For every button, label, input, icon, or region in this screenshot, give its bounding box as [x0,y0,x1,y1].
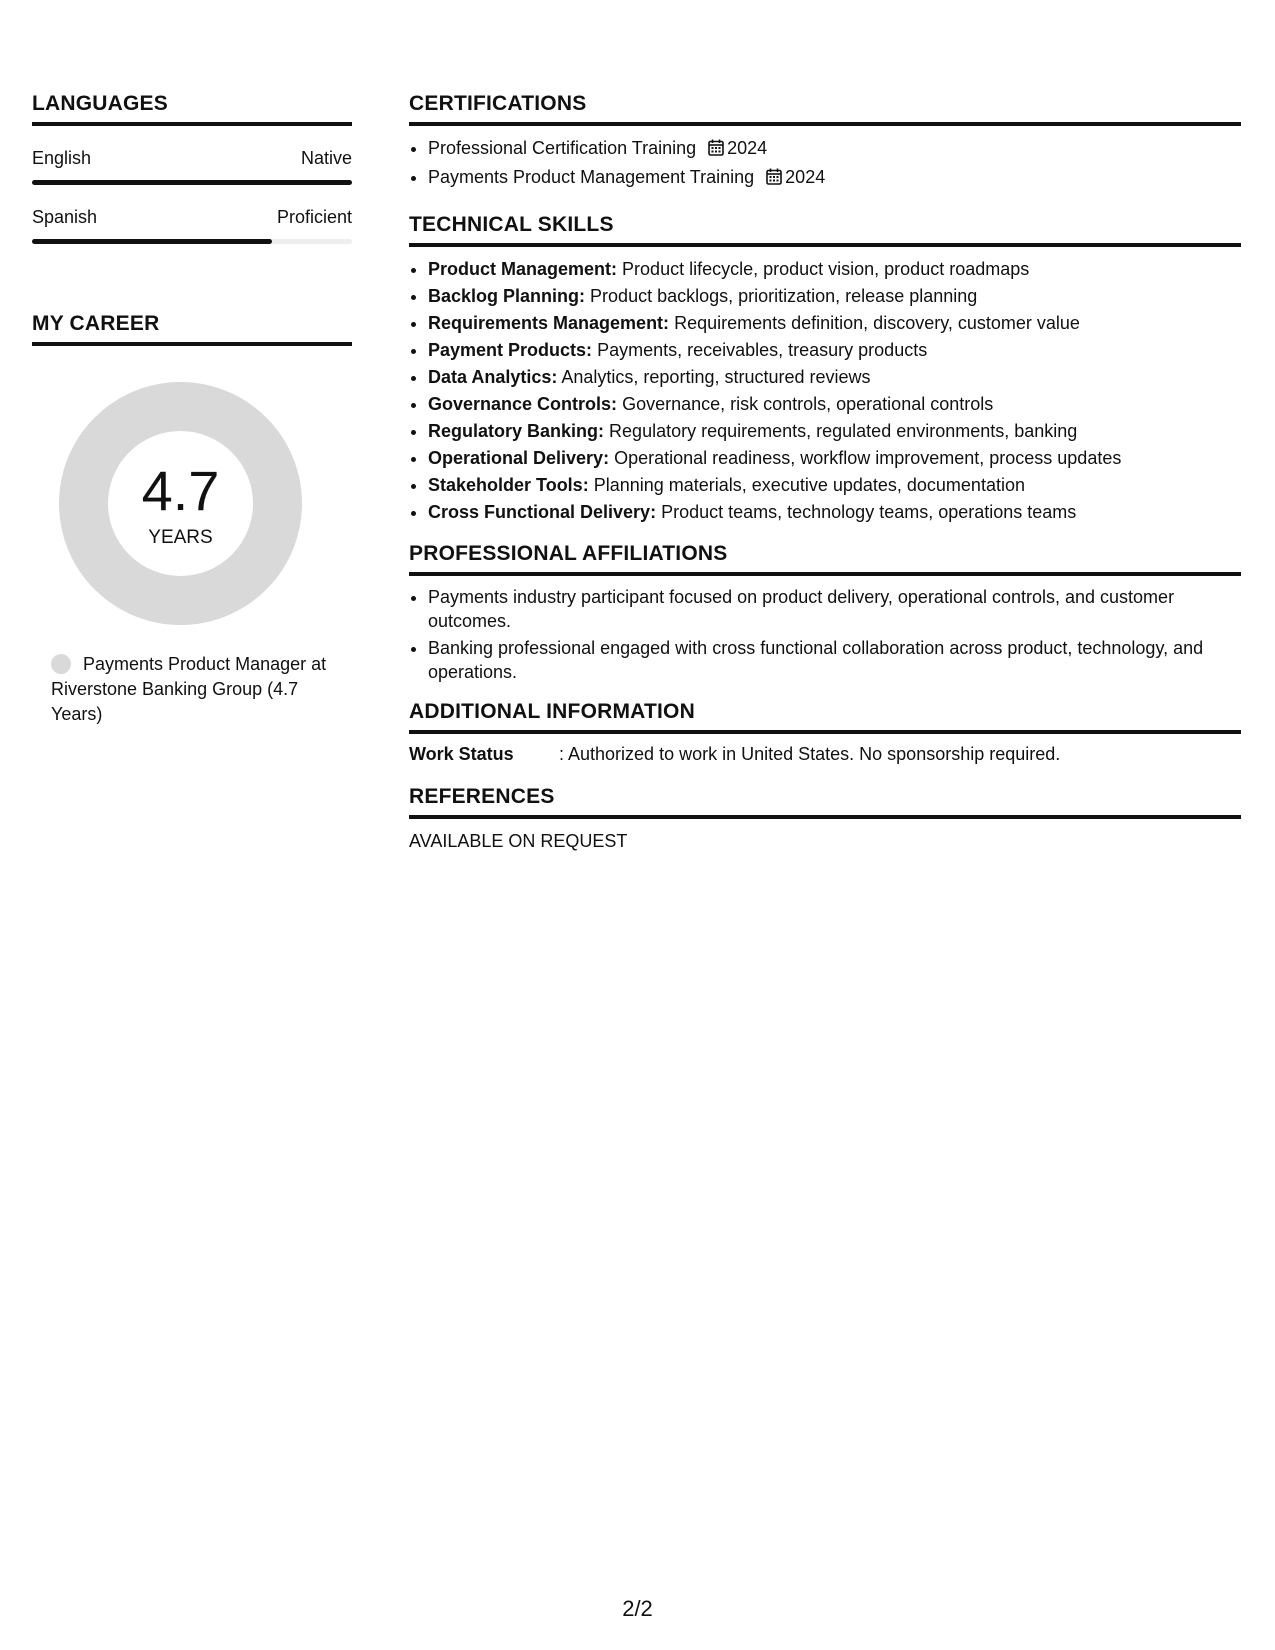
skill-text: Product backlogs, prioritization, release planning [590,286,978,306]
certification-list [409,135,1241,193]
language-proficiency-fill [32,180,352,185]
language-name: Spanish [32,207,98,227]
language-proficiency-bar [32,239,352,244]
work-status-value: : Authorized to work in United States. No sponsorship required. [559,744,1061,764]
skill-label: Data Analytics: [428,367,558,387]
skill-item [428,499,1241,526]
certification-year: 2024 [727,138,768,158]
skill-text: Operational readiness, workflow improvement, process updates [614,448,1122,468]
skill-item [428,283,1241,310]
language-list [32,148,352,244]
skill-label: Payment Products: [428,340,593,360]
skill-list [409,256,1241,526]
career-title: MY CAREER [32,312,352,346]
skill-item [428,391,1241,418]
skill-label: Governance Controls: [428,394,618,414]
skill-item [428,472,1241,499]
skill-label: Requirements Management: [428,313,670,333]
calendar-icon [766,166,782,193]
skill-label: Product Management: [428,259,618,279]
skill-item [428,337,1241,364]
skill-text: Planning materials, executive updates, documentation [593,475,1025,495]
references-section [409,785,1241,852]
language-level: Native [300,148,352,168]
skill-text: Requirements definition, discovery, customer value [674,313,1080,333]
work-status-label: Work Status [409,744,514,764]
skill-text: Regulatory requirements, regulated environments, banking [609,421,1078,441]
additional-info-section [409,700,1241,765]
skill-label: Backlog Planning: [428,286,586,306]
skill-text: Product teams, technology teams, operations teams [661,502,1077,522]
skill-label: Operational Delivery: [428,448,610,468]
certification-item [428,135,1241,164]
skill-label: Regulatory Banking: [428,421,605,441]
affiliations-section [409,542,1241,684]
career-section [32,312,352,727]
language-level: Proficient [276,207,352,227]
page-number: 2/2 [622,1596,653,1621]
languages-title: LANGUAGES [32,92,352,126]
certifications-title: CERTIFICATIONS [409,92,1241,126]
language-name: English [32,148,92,168]
languages-section [32,92,352,244]
calendar-icon [708,137,724,164]
certification-name: Professional Certification Training [428,138,697,158]
language-proficiency-bar [32,180,352,185]
skill-item [428,310,1241,337]
career-donut [58,381,303,626]
skill-text: Product lifecycle, product vision, product roadmaps [622,259,1030,279]
skill-label: Stakeholder Tools: [428,475,589,495]
skill-text: Payments, receivables, treasury products [597,340,928,360]
right-column [409,92,1241,852]
references-text: AVAILABLE ON REQUEST [409,831,628,851]
skill-label: Cross Functional Delivery: [428,502,657,522]
career-item [51,652,341,727]
skill-item [428,445,1241,472]
language-row [32,207,352,228]
technical-skills-title: TECHNICAL SKILLS [409,213,1241,247]
work-status-row [409,744,1241,765]
career-list [32,652,352,727]
career-legend-dot [51,654,71,674]
references-title: REFERENCES [409,785,1241,819]
certifications-section [409,92,1241,193]
certification-name: Payments Product Management Training [428,167,755,187]
certification-year: 2024 [785,167,826,187]
language-proficiency-fill [32,239,272,244]
affiliations-title: PROFESSIONAL AFFILIATIONS [409,542,1241,576]
certification-item [428,164,1241,193]
skill-item [428,256,1241,283]
affiliation-item: • Payments industry participant focused on product delivery, operational controls, and customer outcomes. [428,585,1241,633]
affiliation-item: • Banking professional engaged with cross functional collaboration across product, technology, and operations. [428,636,1241,684]
affiliation-list [409,585,1241,684]
additional-info-title: ADDITIONAL INFORMATION [409,700,1241,734]
career-total-label: YEARS [148,527,213,548]
language-row [32,148,352,169]
skill-item [428,418,1241,445]
skill-text: Governance, risk controls, operational controls [622,394,994,414]
skill-text: Analytics, reporting, structured reviews [561,367,871,387]
career-total-years: 4.7 [141,459,220,522]
left-column [32,92,352,727]
skill-item [428,364,1241,391]
career-item-text: Payments Product Manager at Riverstone Banking Group (4.7 Years) [51,654,327,724]
technical-skills-section [409,213,1241,526]
